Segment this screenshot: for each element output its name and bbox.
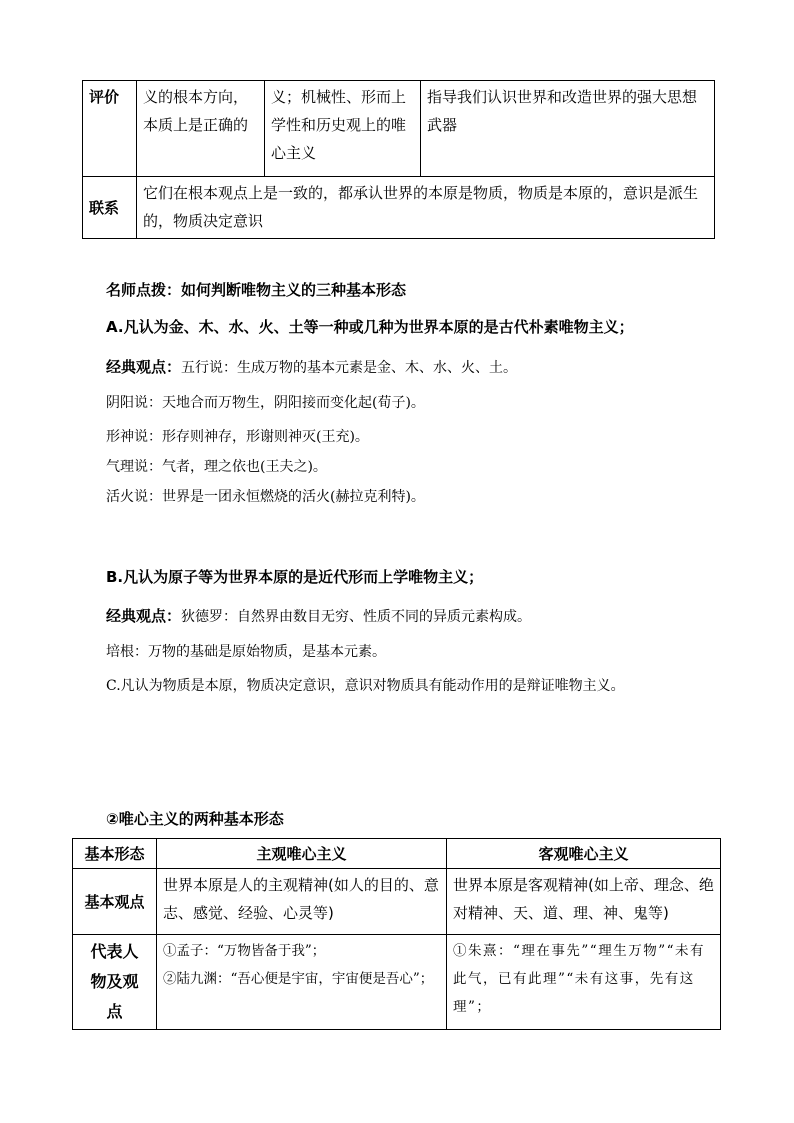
cell-connection-text: 它们在根本观点上是一致的，都承认世界的本原是物质，物质是本原的，意识是派生的，物质决定意识 <box>137 177 715 239</box>
tip-b-classic <box>106 606 531 627</box>
cell-basic-objective: 世界本原是客观精神(如上帝、理念、绝对精神、天、道、理、神、鬼等) <box>447 869 721 935</box>
tip-a-heading: A.凡认为金、木、水、火、土等一种或几种为世界本原的是古代朴素唯物主义； <box>106 318 634 336</box>
table-row-connection <box>83 177 715 239</box>
row-label-representatives: 代表人物及观点 <box>73 935 157 1030</box>
classic-label: 经典观点： <box>106 358 182 376</box>
section2-title: ②唯心主义的两种基本形态 <box>106 810 284 828</box>
table-header-row <box>73 839 721 869</box>
cell-rep-subjective <box>157 935 447 1030</box>
row-label-basic-view: 基本观点 <box>73 869 157 935</box>
tip-a-line-1: 阴阳说：天地合而万物生，阴阳接而变化起(荀子)。 <box>106 395 425 411</box>
classic-text: 狄德罗：自然界由数目无穷、性质不同的异质元素构成。 <box>181 609 532 625</box>
cell-rep-objective: ①朱熹：“理在事先”“理生万物”“未有此气，已有此理”“未有这事，先有这理”； <box>447 935 721 1030</box>
header-objective: 客观唯心主义 <box>447 839 721 869</box>
tip-a-line-4: 活火说：世界是一团永恒燃烧的活火(赫拉克利特)。 <box>106 489 425 505</box>
cell-eval-col3: 指导我们认识世界和改造世界的强大思想武器 <box>421 81 715 177</box>
table-row-basic-view <box>73 869 721 935</box>
tip-b-heading: B.凡认为原子等为世界本原的是近代形而上学唯物主义； <box>106 568 484 586</box>
subjective-rep-1: ①孟子：“万物皆备于我”； <box>163 943 326 959</box>
tip-a-classic <box>106 357 517 378</box>
table-row-representatives <box>73 935 721 1030</box>
tip-title: 名师点拨：如何判断唯物主义的三种基本形态 <box>106 281 407 299</box>
row-label-evaluation: 评价 <box>83 81 137 177</box>
table-row-evaluation <box>83 81 715 177</box>
row-label-connection: 联系 <box>83 177 137 239</box>
tip-b-line: 培根：万物的基础是原始物质，是基本元素。 <box>106 644 386 660</box>
cell-basic-subjective: 世界本原是人的主观精神(如人的目的、意志、感觉、经验、心灵等) <box>157 869 447 935</box>
materialism-table-continued <box>82 80 715 239</box>
header-subjective: 主观唯心主义 <box>157 839 447 869</box>
tip-a-line-3: 气理说：气者，理之依也(王夫之)。 <box>106 459 327 475</box>
tip-c-line: C.凡认为物质是本原，物质决定意识，意识对物质具有能动作用的是辩证唯物主义。 <box>106 678 625 694</box>
cell-eval-col1: 义的根本方向，本质上是正确的 <box>137 81 265 177</box>
subjective-rep-2: ②陆九渊：“吾心便是宇宙，宇宙便是吾心”； <box>163 971 434 987</box>
classic-text: 五行说：生成万物的基本元素是金、木、水、火、土。 <box>181 360 518 376</box>
cell-eval-col2: 义；机械性、形而上学性和历史观上的唯心主义 <box>265 81 421 177</box>
idealism-table <box>72 838 721 1030</box>
classic-label: 经典观点： <box>106 607 182 625</box>
tip-a-line-2: 形神说：形存则神存，形谢则神灭(王充)。 <box>106 429 369 445</box>
header-form: 基本形态 <box>73 839 157 869</box>
